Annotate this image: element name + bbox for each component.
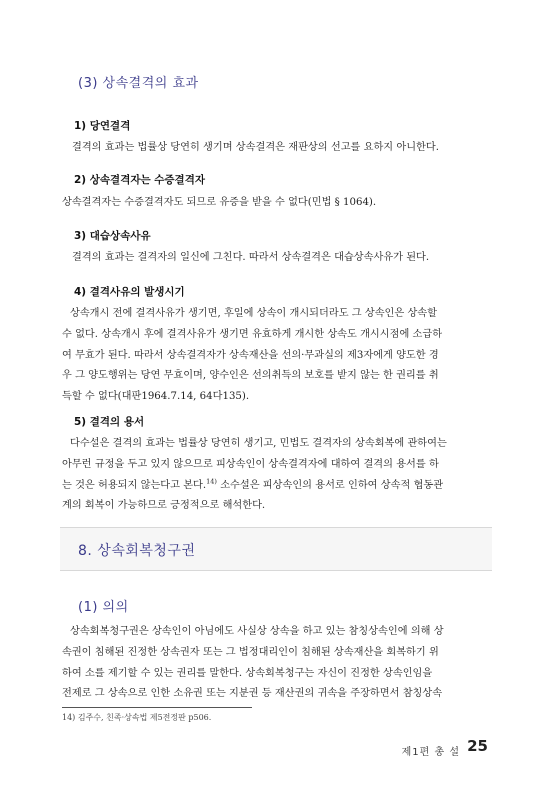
- subsection-4-heading: 4) 결격사유의 발생시기: [74, 286, 185, 298]
- section-8-heading: 8. 상속회복청구권: [78, 543, 196, 559]
- paragraph-text: 는 것은 허용되지 않는다고 본다.: [62, 479, 207, 491]
- paragraph-line: 우 그 양도행위는 당연 무효이며, 양수인은 선의취득의 보호를 받지 않는 한 권리를 취: [62, 370, 439, 382]
- paragraph-line: 상속개시 전에 결격사유가 생기면, 후일에 상속이 개시되더라도 그 상속인은 상속할: [70, 308, 437, 319]
- paragraph-text: 소수설은 피상속인의 용서로 인하여 상속적 협동관: [220, 479, 444, 491]
- paragraph-line: 득할 수 없다(대판1964.7.14, 64다135).: [62, 391, 250, 403]
- paragraph-line: 속권이 침해된 진정한 상속권자 또는 그 법정대리인이 침해된 상속재산을 회복하기 위: [62, 646, 439, 658]
- subsection-1-heading: 1) 당연결격: [74, 120, 131, 132]
- section-8-banner: [60, 527, 492, 571]
- subsection-5-paragraph: [62, 434, 490, 517]
- paragraph-line: 결격의 효과는 결격자의 일신에 그친다. 따라서 상속결격은 대습상속사유가 된다.: [72, 252, 430, 263]
- subsection-2-heading: 2) 상속결격자는 수증결격자: [74, 174, 205, 186]
- footnote-text: 14) 김주수, 친족·상속법 제5전정판 p506.: [62, 713, 212, 722]
- subsection-1-paragraph: [62, 138, 490, 159]
- paragraph-line: 다수설은 결격의 효과는 법률상 당연히 생기고, 민법도 결격자의 상속회복에 관하여는: [70, 438, 447, 449]
- subsection-2-paragraph: [62, 193, 490, 214]
- subsection-5-heading: 5) 결격의 용서: [74, 416, 145, 428]
- paragraph-line: 계의 회복이 가능하므로 긍정적으로 해석한다.: [62, 500, 266, 512]
- paragraph-line: 결격의 효과는 법률상 당연히 생기며 상속결격은 재판상의 선고를 요하지 아니한다.: [72, 142, 439, 153]
- section-1-paragraph: [62, 622, 490, 705]
- paragraph-line: 상속회복청구권은 상속인이 아님에도 사실상 상속을 하고 있는 참칭상속인에 의해 상: [70, 626, 444, 637]
- footnote-reference[interactable]: 14): [206, 477, 217, 486]
- paragraph-line: 수 없다. 상속개시 후에 결격사유가 생기면 유효하게 개시한 상속도 개시시점에 소급하: [62, 328, 443, 340]
- paragraph-line: 아무런 규정을 두고 있지 않으므로 피상속인이 상속결격자에 대하여 결격의 용서를 하: [62, 458, 439, 470]
- paragraph-line: 전제로 그 상속으로 인한 소유권 또는 지분권 등 재산권의 귀속을 주장하면서 참칭상속: [62, 688, 443, 700]
- paragraph-line: 상속결격자는 수증결격자도 되므로 유증을 받을 수 없다(민법 § 1064).: [62, 197, 377, 208]
- paragraph-line: 여 무효가 된다. 따라서 상속결격자가 상속재산을 선의·무과실의 제3자에게 양도한 경: [62, 349, 439, 361]
- page-number: 25: [467, 737, 488, 755]
- footer-part-label: 제1편 총 설: [401, 747, 460, 758]
- section-3-heading: (3) 상속결격의 효과: [78, 76, 199, 91]
- paragraph-line: 하여 소를 제기할 수 있는 권리를 말한다. 상속회복청구는 자신이 진정한 상속인임을: [62, 667, 433, 679]
- section-1-heading: (1) 의의: [78, 600, 129, 615]
- subsection-4-paragraph: [62, 304, 490, 408]
- paragraph-line: [62, 476, 490, 497]
- subsection-3-heading: 3) 대습상속사유: [74, 230, 151, 242]
- subsection-3-paragraph: [62, 248, 490, 269]
- footnote-divider: [62, 707, 252, 708]
